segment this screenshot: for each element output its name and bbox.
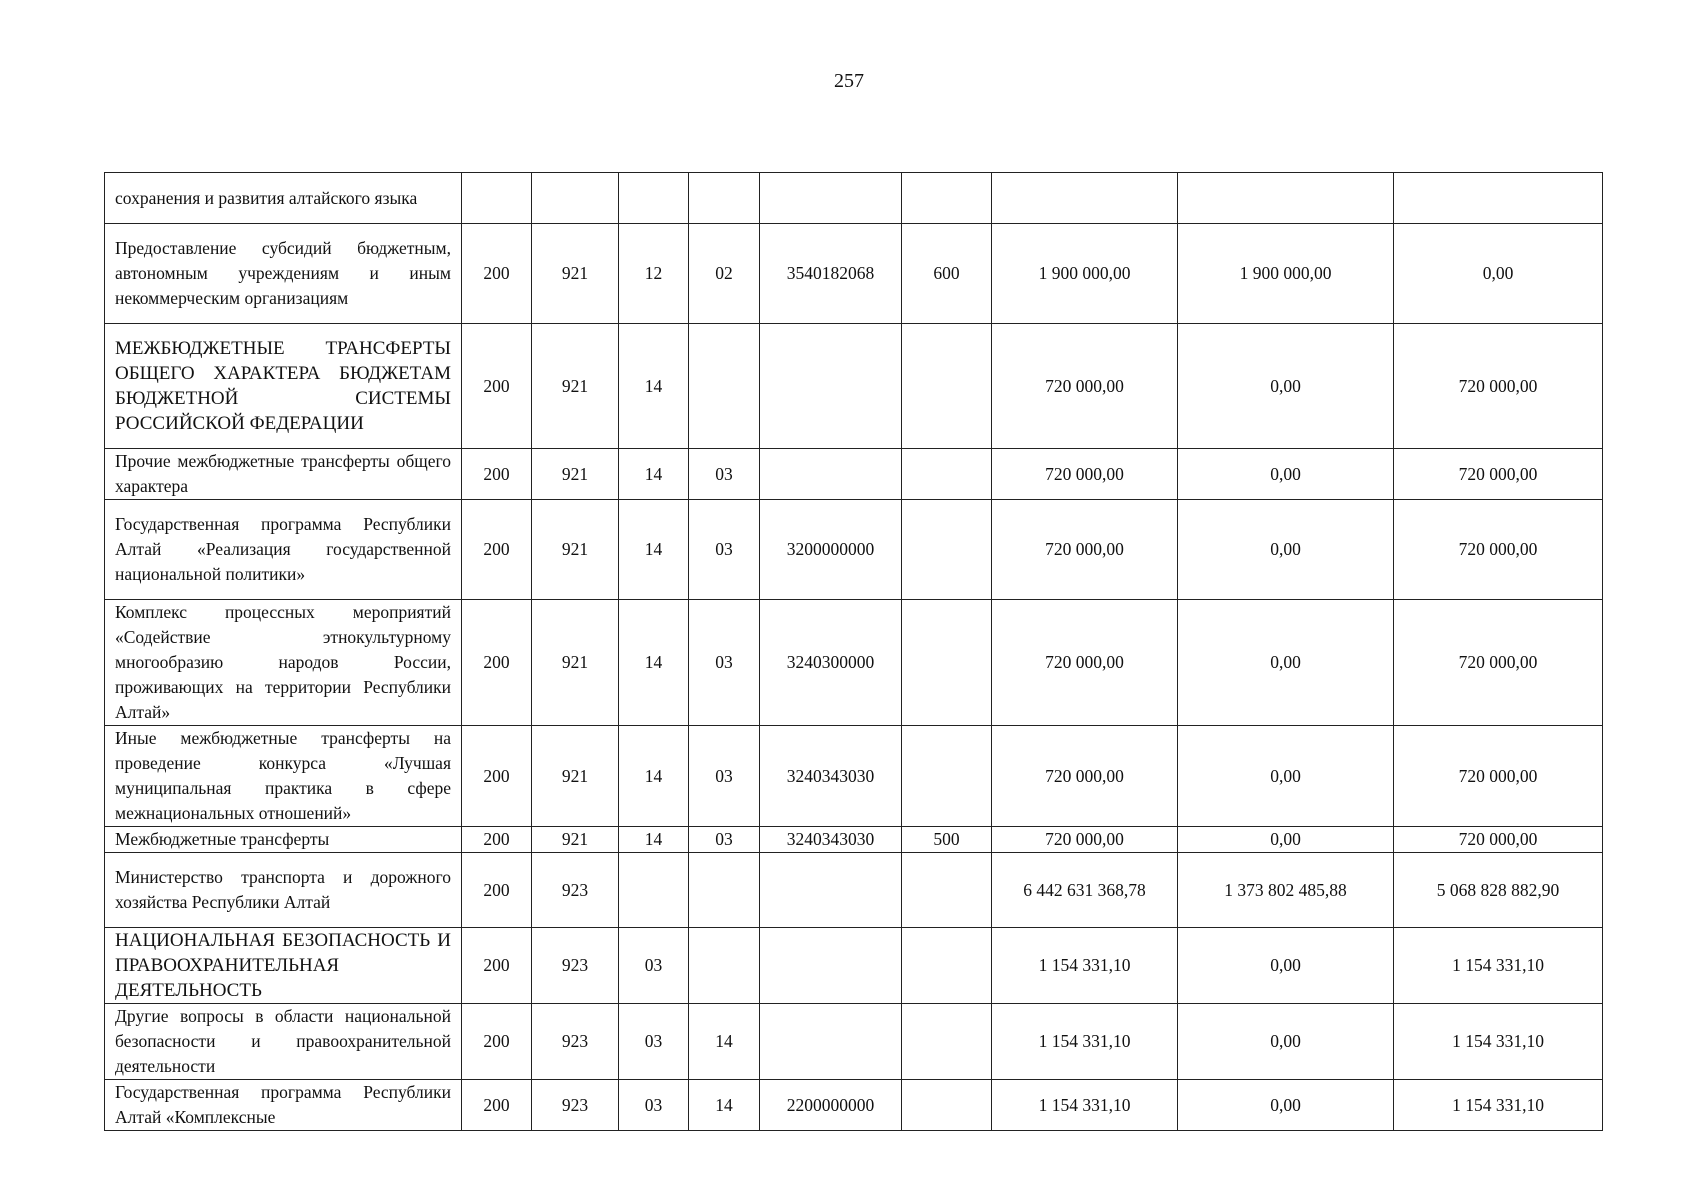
cell-amount-3: 720 000,00 bbox=[1394, 449, 1603, 500]
cell-code: 200 bbox=[462, 827, 532, 853]
cell-expense-type: 500 bbox=[902, 827, 992, 853]
cell-amount-total bbox=[992, 173, 1178, 224]
cell-section: 03 bbox=[619, 928, 689, 1004]
cell-amount-total: 1 900 000,00 bbox=[992, 224, 1178, 324]
cell-target: 2200000000 bbox=[760, 1080, 902, 1131]
table-row bbox=[105, 827, 1603, 853]
cell-expense-type bbox=[902, 853, 992, 928]
cell-ministry: 921 bbox=[532, 224, 619, 324]
cell-target bbox=[760, 173, 902, 224]
table-row bbox=[105, 500, 1603, 600]
cell-code: 200 bbox=[462, 726, 532, 827]
cell-target bbox=[760, 853, 902, 928]
row-name: Межбюджетные трансферты bbox=[105, 827, 462, 853]
cell-amount-3: 1 154 331,10 bbox=[1394, 928, 1603, 1004]
cell-amount-2: 0,00 bbox=[1178, 600, 1394, 726]
cell-target bbox=[760, 928, 902, 1004]
cell-amount-total: 720 000,00 bbox=[992, 449, 1178, 500]
cell-amount-3: 720 000,00 bbox=[1394, 600, 1603, 726]
cell-amount-2 bbox=[1178, 173, 1394, 224]
cell-amount-2: 0,00 bbox=[1178, 1004, 1394, 1080]
table-row bbox=[105, 224, 1603, 324]
cell-amount-total: 720 000,00 bbox=[992, 726, 1178, 827]
cell-amount-total: 720 000,00 bbox=[992, 827, 1178, 853]
cell-ministry: 923 bbox=[532, 1080, 619, 1131]
cell-amount-total: 6 442 631 368,78 bbox=[992, 853, 1178, 928]
cell-section: 03 bbox=[619, 1080, 689, 1131]
row-name: НАЦИОНАЛЬНАЯ БЕЗОПАСНОСТЬ И ПРАВООХРАНИТЕЛЬНАЯ ДЕЯТЕЛЬНОСТЬ bbox=[105, 928, 462, 1004]
cell-section: 14 bbox=[619, 500, 689, 600]
cell-subsection: 14 bbox=[689, 1080, 760, 1131]
cell-target bbox=[760, 449, 902, 500]
cell-code: 200 bbox=[462, 324, 532, 449]
table-row bbox=[105, 324, 1603, 449]
cell-subsection: 02 bbox=[689, 224, 760, 324]
cell-code bbox=[462, 173, 532, 224]
cell-target: 3240300000 bbox=[760, 600, 902, 726]
cell-target: 3240343030 bbox=[760, 726, 902, 827]
table-row bbox=[105, 600, 1603, 726]
cell-code: 200 bbox=[462, 853, 532, 928]
cell-subsection bbox=[689, 853, 760, 928]
cell-target: 3540182068 bbox=[760, 224, 902, 324]
cell-subsection bbox=[689, 324, 760, 449]
cell-ministry bbox=[532, 173, 619, 224]
row-name: Государственная программа Республики Алтай «Реализация государственной национальной политики» bbox=[105, 500, 462, 600]
cell-ministry: 923 bbox=[532, 1004, 619, 1080]
cell-subsection: 03 bbox=[689, 726, 760, 827]
cell-amount-2: 1 900 000,00 bbox=[1178, 224, 1394, 324]
cell-expense-type bbox=[902, 1080, 992, 1131]
cell-section: 12 bbox=[619, 224, 689, 324]
cell-amount-3: 720 000,00 bbox=[1394, 500, 1603, 600]
cell-amount-3: 720 000,00 bbox=[1394, 324, 1603, 449]
cell-amount-2: 0,00 bbox=[1178, 827, 1394, 853]
cell-amount-3 bbox=[1394, 173, 1603, 224]
cell-code: 200 bbox=[462, 500, 532, 600]
cell-amount-3: 5 068 828 882,90 bbox=[1394, 853, 1603, 928]
cell-expense-type bbox=[902, 600, 992, 726]
cell-code: 200 bbox=[462, 928, 532, 1004]
cell-target: 3200000000 bbox=[760, 500, 902, 600]
cell-section: 14 bbox=[619, 449, 689, 500]
cell-amount-total: 720 000,00 bbox=[992, 500, 1178, 600]
cell-amount-2: 0,00 bbox=[1178, 928, 1394, 1004]
table-row bbox=[105, 449, 1603, 500]
cell-amount-total: 1 154 331,10 bbox=[992, 928, 1178, 1004]
cell-expense-type bbox=[902, 1004, 992, 1080]
cell-amount-2: 0,00 bbox=[1178, 324, 1394, 449]
row-name: Иные межбюджетные трансферты на проведение конкурса «Лучшая муниципальная практика в сфере межнациональных отношений» bbox=[105, 726, 462, 827]
row-name: Предоставление субсидий бюджетным, автономным учреждениям и иным некоммерческим организациям bbox=[105, 224, 462, 324]
cell-subsection: 03 bbox=[689, 600, 760, 726]
row-name: Другие вопросы в области национальной безопасности и правоохранительной деятельности bbox=[105, 1004, 462, 1080]
cell-amount-3: 0,00 bbox=[1394, 224, 1603, 324]
table-row bbox=[105, 173, 1603, 224]
cell-ministry: 923 bbox=[532, 928, 619, 1004]
row-name: Прочие межбюджетные трансферты общего характера bbox=[105, 449, 462, 500]
cell-target bbox=[760, 1004, 902, 1080]
page-number: 257 bbox=[834, 70, 864, 92]
cell-amount-2: 0,00 bbox=[1178, 726, 1394, 827]
cell-section bbox=[619, 853, 689, 928]
table-row bbox=[105, 928, 1603, 1004]
cell-expense-type bbox=[902, 173, 992, 224]
table-row bbox=[105, 1004, 1603, 1080]
cell-code: 200 bbox=[462, 449, 532, 500]
cell-subsection: 03 bbox=[689, 449, 760, 500]
cell-code: 200 bbox=[462, 600, 532, 726]
row-name: МЕЖБЮДЖЕТНЫЕ ТРАНСФЕРТЫ ОБЩЕГО ХАРАКТЕРА БЮДЖЕТАМ БЮДЖЕТНОЙ СИСТЕМЫ РОССИЙСКОЙ ФЕДЕРАЦИИ bbox=[105, 324, 462, 449]
cell-section: 14 bbox=[619, 827, 689, 853]
cell-amount-3: 720 000,00 bbox=[1394, 827, 1603, 853]
row-name: Государственная программа Республики Алтай «Комплексные bbox=[105, 1080, 462, 1131]
cell-code: 200 bbox=[462, 224, 532, 324]
cell-expense-type bbox=[902, 500, 992, 600]
cell-ministry: 921 bbox=[532, 449, 619, 500]
cell-expense-type bbox=[902, 449, 992, 500]
cell-amount-3: 1 154 331,10 bbox=[1394, 1080, 1603, 1131]
cell-ministry: 923 bbox=[532, 853, 619, 928]
row-name: Министерство транспорта и дорожного хозяйства Республики Алтай bbox=[105, 853, 462, 928]
cell-subsection: 03 bbox=[689, 500, 760, 600]
row-name: Комплекс процессных мероприятий «Содействие этнокультурному многообразию народов России, проживающих на территории Республики Алтай» bbox=[105, 600, 462, 726]
cell-amount-3: 1 154 331,10 bbox=[1394, 1004, 1603, 1080]
cell-amount-total: 1 154 331,10 bbox=[992, 1004, 1178, 1080]
cell-amount-total: 720 000,00 bbox=[992, 324, 1178, 449]
table-row bbox=[105, 726, 1603, 827]
table-row bbox=[105, 853, 1603, 928]
row-name: сохранения и развития алтайского языка bbox=[105, 173, 462, 224]
cell-section: 14 bbox=[619, 324, 689, 449]
cell-expense-type bbox=[902, 726, 992, 827]
cell-subsection bbox=[689, 173, 760, 224]
cell-ministry: 921 bbox=[532, 500, 619, 600]
cell-section: 14 bbox=[619, 600, 689, 726]
cell-target bbox=[760, 324, 902, 449]
cell-expense-type bbox=[902, 928, 992, 1004]
cell-amount-2: 0,00 bbox=[1178, 1080, 1394, 1131]
cell-section: 14 bbox=[619, 726, 689, 827]
cell-amount-total: 1 154 331,10 bbox=[992, 1080, 1178, 1131]
cell-amount-2: 1 373 802 485,88 bbox=[1178, 853, 1394, 928]
cell-amount-3: 720 000,00 bbox=[1394, 726, 1603, 827]
cell-subsection bbox=[689, 928, 760, 1004]
cell-ministry: 921 bbox=[532, 827, 619, 853]
cell-amount-2: 0,00 bbox=[1178, 500, 1394, 600]
cell-code: 200 bbox=[462, 1004, 532, 1080]
cell-expense-type bbox=[902, 324, 992, 449]
cell-section bbox=[619, 173, 689, 224]
cell-target: 3240343030 bbox=[760, 827, 902, 853]
cell-subsection: 03 bbox=[689, 827, 760, 853]
cell-expense-type: 600 bbox=[902, 224, 992, 324]
cell-subsection: 14 bbox=[689, 1004, 760, 1080]
table-row bbox=[105, 1080, 1603, 1131]
cell-ministry: 921 bbox=[532, 324, 619, 449]
cell-code: 200 bbox=[462, 1080, 532, 1131]
cell-ministry: 921 bbox=[532, 726, 619, 827]
cell-section: 03 bbox=[619, 1004, 689, 1080]
cell-amount-total: 720 000,00 bbox=[992, 600, 1178, 726]
cell-ministry: 921 bbox=[532, 600, 619, 726]
cell-amount-2: 0,00 bbox=[1178, 449, 1394, 500]
budget-table bbox=[104, 172, 1603, 1131]
